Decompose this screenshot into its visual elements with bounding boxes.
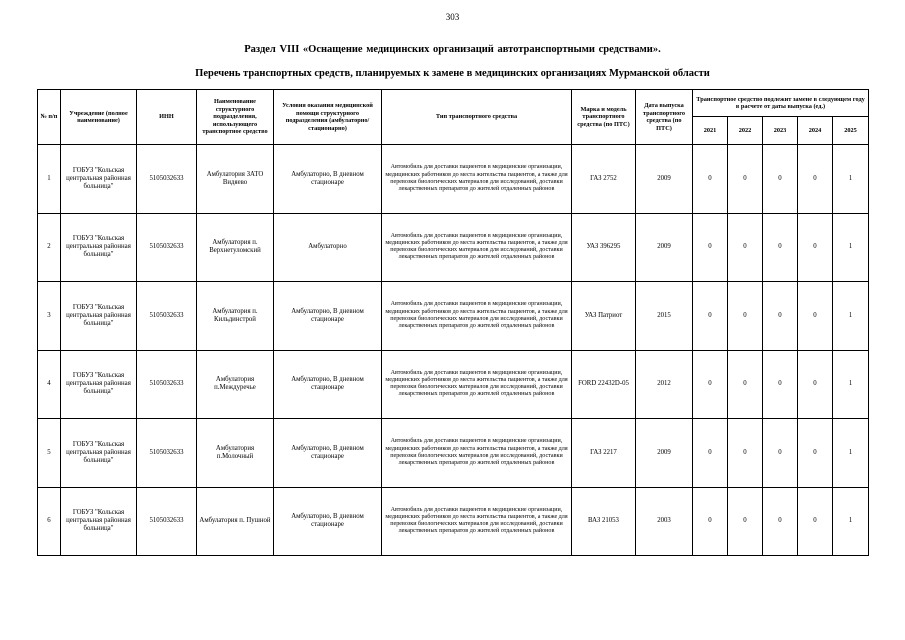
cell-year-2023: 0 bbox=[763, 487, 798, 556]
cell-year-2021: 0 bbox=[693, 350, 728, 419]
header-year: 2025 bbox=[833, 117, 869, 145]
cell-year-2022: 0 bbox=[728, 487, 763, 556]
cell-year-2022: 0 bbox=[728, 213, 763, 282]
cell-inn: 5105032633 bbox=[137, 350, 197, 419]
cell-year-2021: 0 bbox=[693, 282, 728, 351]
cell-year-2022: 0 bbox=[728, 419, 763, 488]
header-vehicle-type: Тип транспортного средства bbox=[382, 90, 572, 145]
vehicles-table bbox=[37, 89, 869, 556]
cell-brand: УАЗ 396295 bbox=[572, 213, 636, 282]
cell-vehicle-type: Автомобиль для доставки пациентов в медицинские организации, медицинских работников до места жительства пациентов, а также для перевозки биологических материалов для исследований, доставки лекарственных препаратов до жителей отдаленных районов bbox=[382, 419, 572, 488]
cell-year-2024: 0 bbox=[798, 487, 833, 556]
cell-conditions: Амбулаторно, В дневном стационаре bbox=[274, 419, 382, 488]
cell-inn: 5105032633 bbox=[137, 282, 197, 351]
cell-year-2021: 0 bbox=[693, 145, 728, 214]
cell-num: 6 bbox=[38, 487, 61, 556]
cell-year-2024: 0 bbox=[798, 419, 833, 488]
cell-brand: ВАЗ 21053 bbox=[572, 487, 636, 556]
cell-vehicle-type: Автомобиль для доставки пациентов в медицинские организации, медицинских работников до места жительства пациентов, а также для перевозки биологических материалов для исследований, доставки лекарственных препаратов до жителей отдаленных районов bbox=[382, 350, 572, 419]
cell-year-2025: 1 bbox=[833, 282, 869, 351]
cell-year-2022: 0 bbox=[728, 282, 763, 351]
cell-release-date: 2009 bbox=[636, 145, 693, 214]
list-title: Перечень транспортных средств, планируемых к замене в медицинских организациях Мурманской области bbox=[195, 68, 710, 79]
header-year: 2021 bbox=[693, 117, 728, 145]
cell-num: 4 bbox=[38, 350, 61, 419]
header-brand: Марка и модель транспортного средства (по ПТС) bbox=[572, 90, 636, 145]
header-institution: Учреждение (полное наименование) bbox=[61, 90, 137, 145]
cell-conditions: Амбулаторно, В дневном стационаре bbox=[274, 145, 382, 214]
cell-inn: 5105032633 bbox=[137, 213, 197, 282]
cell-year-2021: 0 bbox=[693, 419, 728, 488]
cell-year-2025: 1 bbox=[833, 145, 869, 214]
cell-year-2024: 0 bbox=[798, 213, 833, 282]
cell-inn: 5105032633 bbox=[137, 487, 197, 556]
cell-conditions: Амбулаторно bbox=[274, 213, 382, 282]
cell-year-2023: 0 bbox=[763, 419, 798, 488]
cell-brand: ГАЗ 2217 bbox=[572, 419, 636, 488]
cell-institution: ГОБУЗ "Кольская центральная районная больница" bbox=[61, 213, 137, 282]
cell-year-2022: 0 bbox=[728, 350, 763, 419]
cell-unit: Амбулатория п. Кильдинстрой bbox=[197, 282, 274, 351]
cell-year-2024: 0 bbox=[798, 145, 833, 214]
cell-conditions: Амбулаторно, В дневном стационаре bbox=[274, 487, 382, 556]
cell-year-2024: 0 bbox=[798, 350, 833, 419]
header-unit: Наименование структурного подразделения, использующего транспортное средство bbox=[197, 90, 274, 145]
cell-release-date: 2009 bbox=[636, 419, 693, 488]
cell-year-2021: 0 bbox=[693, 213, 728, 282]
header-release-date: Дата выпуска транспортного средства (по ПТС) bbox=[636, 90, 693, 145]
cell-inn: 5105032633 bbox=[137, 145, 197, 214]
cell-release-date: 2012 bbox=[636, 350, 693, 419]
cell-unit: Амбулатория п.Междуречье bbox=[197, 350, 274, 419]
cell-inn: 5105032633 bbox=[137, 419, 197, 488]
cell-release-date: 2003 bbox=[636, 487, 693, 556]
cell-year-2025: 1 bbox=[833, 350, 869, 419]
cell-year-2025: 1 bbox=[833, 213, 869, 282]
cell-vehicle-type: Автомобиль для доставки пациентов в медицинские организации, медицинских работников до места жительства пациентов, а также для перевозки биологических материалов для исследований, доставки лекарственных препаратов до жителей отдаленных районов bbox=[382, 282, 572, 351]
cell-year-2023: 0 bbox=[763, 145, 798, 214]
cell-institution: ГОБУЗ "Кольская центральная районная больница" bbox=[61, 487, 137, 556]
cell-year-2025: 1 bbox=[833, 419, 869, 488]
page-number: 303 bbox=[445, 12, 460, 22]
cell-institution: ГОБУЗ "Кольская центральная районная больница" bbox=[61, 145, 137, 214]
cell-institution: ГОБУЗ "Кольская центральная районная больница" bbox=[61, 350, 137, 419]
header-num: № п/п bbox=[38, 90, 61, 145]
cell-year-2021: 0 bbox=[693, 487, 728, 556]
cell-unit: Амбулатория ЗАТО Видяево bbox=[197, 145, 274, 214]
table-row bbox=[38, 145, 869, 214]
cell-vehicle-type: Автомобиль для доставки пациентов в медицинские организации, медицинских работников до места жительства пациентов, а также для перевозки биологических материалов для исследований, доставки лекарственных препаратов до жителей отдаленных районов bbox=[382, 145, 572, 214]
cell-brand: ГАЗ 2752 bbox=[572, 145, 636, 214]
cell-vehicle-type: Автомобиль для доставки пациентов в медицинские организации, медицинских работников до места жительства пациентов, а также для перевозки биологических материалов для исследований, доставки лекарственных препаратов до жителей отдаленных районов bbox=[382, 213, 572, 282]
header-year: 2023 bbox=[763, 117, 798, 145]
cell-unit: Амбулатория п. Пушной bbox=[197, 487, 274, 556]
cell-release-date: 2015 bbox=[636, 282, 693, 351]
cell-unit: Амбулатория п.Молочный bbox=[197, 419, 274, 488]
header-inn: ИНН bbox=[137, 90, 197, 145]
cell-num: 1 bbox=[38, 145, 61, 214]
cell-year-2023: 0 bbox=[763, 282, 798, 351]
table-header-row bbox=[38, 90, 869, 117]
table-row bbox=[38, 419, 869, 488]
cell-year-2024: 0 bbox=[798, 282, 833, 351]
header-year: 2024 bbox=[798, 117, 833, 145]
table-row bbox=[38, 213, 869, 282]
header-replacement-group: Транспортное средство подлежит замене в следующем году в расчете от даты выпуска (ед.) bbox=[693, 90, 869, 117]
table-row bbox=[38, 487, 869, 556]
cell-year-2022: 0 bbox=[728, 145, 763, 214]
cell-num: 3 bbox=[38, 282, 61, 351]
cell-vehicle-type: Автомобиль для доставки пациентов в медицинские организации, медицинских работников до места жительства пациентов, а также для перевозки биологических материалов для исследований, доставки лекарственных препаратов до жителей отдаленных районов bbox=[382, 487, 572, 556]
cell-conditions: Амбулаторно, В дневном стационаре bbox=[274, 350, 382, 419]
cell-year-2023: 0 bbox=[763, 350, 798, 419]
cell-brand: УАЗ Патриот bbox=[572, 282, 636, 351]
cell-institution: ГОБУЗ "Кольская центральная районная больница" bbox=[61, 282, 137, 351]
section-title: Раздел VIII «Оснащение медицинских организаций автотранспортными средствами». bbox=[244, 44, 661, 55]
header-year: 2022 bbox=[728, 117, 763, 145]
cell-brand: FORD 22432D-05 bbox=[572, 350, 636, 419]
table-row bbox=[38, 282, 869, 351]
header-conditions: Условия оказания медицинской помощи структурного подразделения (амбулаторно/стационарно) bbox=[274, 90, 382, 145]
cell-unit: Амбулатория п. Верхнетуломский bbox=[197, 213, 274, 282]
table-row bbox=[38, 350, 869, 419]
cell-year-2025: 1 bbox=[833, 487, 869, 556]
cell-num: 2 bbox=[38, 213, 61, 282]
cell-institution: ГОБУЗ "Кольская центральная районная больница" bbox=[61, 419, 137, 488]
cell-release-date: 2009 bbox=[636, 213, 693, 282]
cell-num: 5 bbox=[38, 419, 61, 488]
cell-conditions: Амбулаторно, В дневном стационаре bbox=[274, 282, 382, 351]
cell-year-2023: 0 bbox=[763, 213, 798, 282]
